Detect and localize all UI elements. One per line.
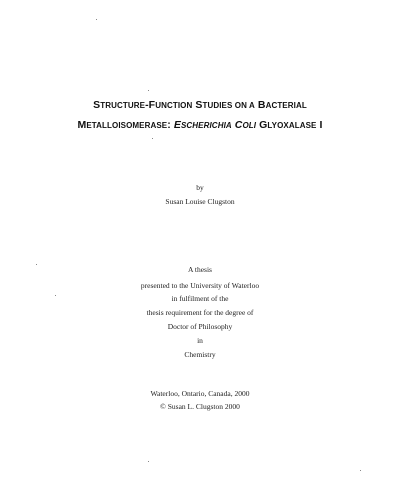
place-date: Waterloo, Ontario, Canada, 2000: [150, 389, 250, 398]
title-text: ACTERIAL: [265, 101, 307, 110]
scan-speck: [152, 138, 153, 139]
statement-line: presented to the University of Waterloo: [140, 281, 260, 290]
scan-speck: [360, 470, 361, 471]
scan-speck: [148, 90, 149, 91]
author-name: Susan Louise Clugston: [165, 197, 235, 206]
thesis-title-line-2: [40, 119, 360, 131]
statement-line: in: [197, 336, 203, 345]
byline-by: by: [196, 183, 204, 192]
title-text: :: [167, 119, 174, 131]
title-text: -F: [145, 99, 156, 111]
title-text: B: [254, 99, 266, 111]
scan-speck: [36, 264, 37, 265]
title-organism-text: OLI: [242, 121, 257, 130]
title-text: TRUCTURE: [100, 101, 146, 110]
title-organism-text: SCHERICHIA: [180, 121, 232, 130]
title-text: TUDIES ON A: [202, 101, 255, 110]
title-organism-text: E: [173, 119, 181, 131]
scan-speck: [148, 461, 149, 462]
title-text: ETALLOISOMERASE: [86, 121, 168, 130]
title-text: G: [256, 119, 268, 131]
statement-line: A thesis: [188, 265, 212, 274]
title-text: S: [93, 99, 101, 111]
title-text: S: [192, 99, 203, 111]
title-text: I: [316, 119, 323, 131]
statement-line: Chemistry: [184, 350, 216, 359]
copyright-notice: © Susan L. Clugston 2000: [160, 402, 240, 411]
statement-line: thesis requirement for the degree of: [146, 308, 254, 317]
statement-line: Doctor of Philosophy: [167, 322, 233, 331]
statement-line: in fulfilment of the: [171, 294, 229, 303]
title-text: M: [77, 119, 87, 131]
title-organism-text: C: [231, 119, 243, 131]
scan-speck: [55, 295, 56, 296]
title-text: UNCTION: [155, 101, 193, 110]
thesis-title-line-1: [40, 99, 360, 111]
scan-speck: [96, 19, 97, 20]
title-text: LYOXALASE: [267, 121, 317, 130]
